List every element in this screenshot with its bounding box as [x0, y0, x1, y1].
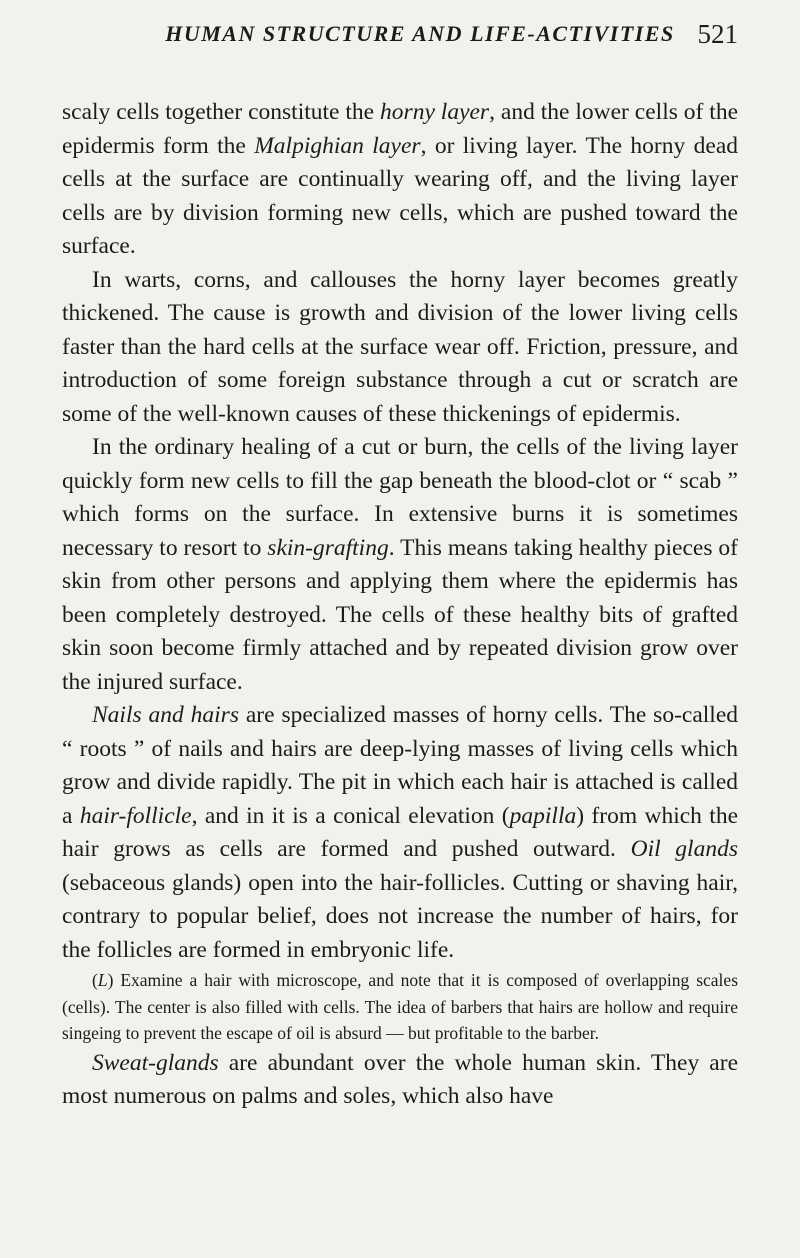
text-run: , and in it is a conical elevation (: [191, 802, 510, 829]
text-run: , and the lower cells of the epidermis form the: [62, 99, 738, 159]
text-run: . This means taking healthy pieces of skin from other persons and applying them where the epidermis has been completely destroyed. The cells of these healthy bits of grafted skin soon become firmly attached and by repeated division grow over the injured surface.: [62, 534, 739, 695]
paragraph-horny-layer: [62, 96, 738, 264]
body-text: [62, 96, 738, 1114]
lab-note: [62, 967, 738, 1047]
text-run: scaly cells together constitute the: [62, 99, 381, 125]
paragraph-sweat-glands: [62, 1047, 738, 1114]
text-run: In the ordinary healing of a cut or burn, the cells of the living layer quickly form new cells to fill the gap beneath the blood-clot or “ scab ” which forms on the surface. In extensive burns it is sometimes necessary to resort to: [62, 434, 738, 561]
lab-note-label: L: [97, 970, 108, 990]
text-run: are specialized masses of horny cells. The so-called “ roots ” of nails and hairs are deep-lying masses of living cells which grow and divide rapidly. The pit in which each hair is attached is called a: [62, 702, 739, 829]
term-skin-grafting: skin-grafting: [267, 534, 389, 561]
term-sweat-glands: Sweat-glands: [92, 1049, 219, 1076]
term-oil-glands: Oil glands: [630, 836, 738, 862]
running-head-title: HUMAN STRUCTURE AND LIFE-ACTIVITIES: [165, 21, 675, 46]
text-run: (sebaceous glands) open into the hair-follicles. Cutting or shaving hair, contrary to popular belief, does not increase the number of hairs, for the follicles are formed in embryonic life.: [62, 869, 738, 963]
term-nails-and-hairs: Nails and hairs: [92, 702, 239, 728]
running-head: [62, 14, 738, 54]
term-horny-layer: horny layer: [380, 99, 490, 125]
text-run: ) from which the hair grows as cells are formed and pushed outward.: [62, 802, 738, 862]
text-run: , or living layer. The horny dead cells at the surface are continually wearing off, and the living layer cells are by division forming new cells, which are pushed toward the surface.: [62, 132, 738, 259]
term-hair-follicle: hair-follicle: [79, 802, 192, 829]
paragraph-warts-corns: [62, 264, 738, 432]
lab-note-open: (: [92, 970, 98, 990]
page-number: 521: [697, 19, 738, 49]
text-run: are abundant over the whole human skin. They are most numerous on palms and soles, which also have: [62, 1049, 738, 1109]
lab-note-close: ): [107, 970, 114, 990]
text-run: In warts, corns, and callouses the horny layer becomes greatly thickened. The cause is growth and division of the lower living cells faster than the hard cells at the surface wear off. Friction, pressure, and introduction of some foreign substance through a cut or scratch are some of the well-known causes of these thickenings of epidermis.: [62, 266, 738, 427]
term-papilla: papilla: [509, 802, 577, 829]
term-malpighian-layer: Malpighian layer: [254, 132, 421, 159]
paragraph-healing: [62, 431, 738, 699]
paragraph-nails-hairs: [62, 699, 738, 967]
lab-note-text: Examine a hair with microscope, and note that it is composed of overlapping scales (cells). The center is also filled with cells. The idea of barbers that hairs are hollow and require singeing to prevent the escape of oil is absurd — but profitable to the barber.: [62, 970, 738, 1043]
